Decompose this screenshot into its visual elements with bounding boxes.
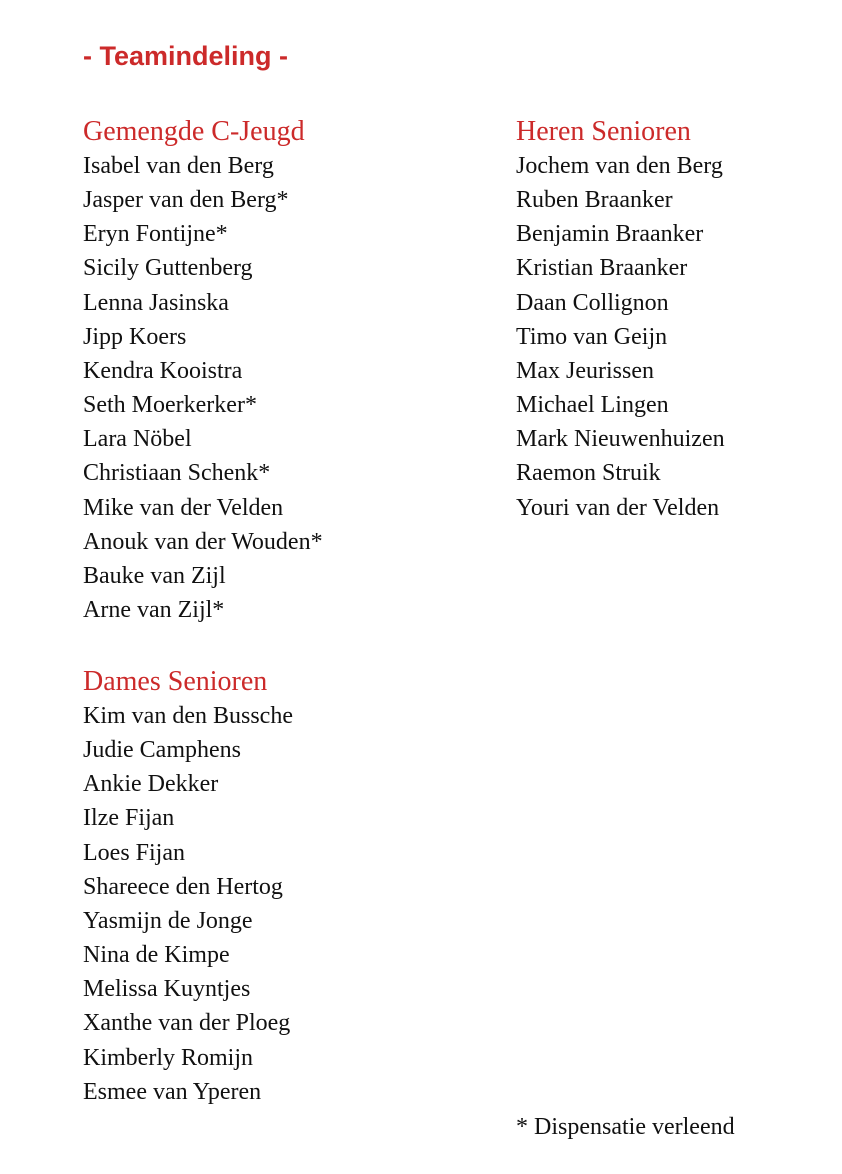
member-name: Sicily Guttenberg bbox=[83, 255, 253, 282]
member-name: Seth Moerkerker* bbox=[83, 392, 257, 419]
member-name: Mark Nieuwenhuizen bbox=[516, 426, 725, 453]
member-name: Kimberly Romijn bbox=[83, 1044, 253, 1071]
member-name: Max Jeurissen bbox=[516, 357, 654, 384]
member-name: Kendra Kooistra bbox=[83, 357, 243, 384]
member-name: Benjamin Braanker bbox=[516, 221, 704, 248]
team-section-gemengde-c-jeugd bbox=[83, 115, 503, 627]
member-name: Anouk van der Wouden* bbox=[83, 528, 323, 555]
member-name: Esmee van Yperen bbox=[83, 1078, 262, 1105]
member-name: Ilze Fijan bbox=[83, 805, 175, 832]
member-name: Jipp Koers bbox=[83, 323, 187, 350]
member-name: Lara Nöbel bbox=[83, 426, 192, 453]
member-name: Kristian Braanker bbox=[516, 255, 688, 282]
member-name: Melissa Kuyntjes bbox=[83, 976, 251, 1003]
member-name: Shareece den Hertog bbox=[83, 873, 283, 900]
member-name: Mike van der Velden bbox=[83, 494, 284, 521]
member-name: Timo van Geijn bbox=[516, 323, 668, 350]
team-section-heren-senioren bbox=[516, 115, 836, 525]
member-name: Kim van den Bussche bbox=[83, 703, 293, 729]
section-heading: Heren Senioren bbox=[516, 116, 691, 147]
footnote: * Dispensatie verleend bbox=[516, 1114, 735, 1140]
section-heading: Gemengde C-Jeugd bbox=[83, 116, 305, 147]
member-name: Bauke van Zijl bbox=[83, 562, 226, 589]
member-name: Ankie Dekker bbox=[83, 771, 219, 798]
member-name: Nina de Kimpe bbox=[83, 942, 230, 969]
member-list bbox=[516, 149, 836, 525]
member-name: Arne van Zijl* bbox=[83, 597, 225, 624]
member-list bbox=[83, 699, 503, 1109]
member-name: Christiaan Schenk* bbox=[83, 460, 271, 487]
member-name: Jasper van den Berg* bbox=[83, 187, 289, 214]
member-name: Lenna Jasinska bbox=[83, 289, 229, 316]
member-name: Jochem van den Berg bbox=[516, 153, 723, 179]
member-name: Loes Fijan bbox=[83, 839, 185, 866]
member-name: Daan Collignon bbox=[516, 289, 669, 316]
member-name: Isabel van den Berg bbox=[83, 153, 274, 179]
member-name: Ruben Braanker bbox=[516, 187, 673, 214]
member-name: Judie Camphens bbox=[83, 737, 241, 764]
member-name: Yasmijn de Jonge bbox=[83, 907, 253, 934]
member-name: Michael Lingen bbox=[516, 392, 669, 419]
team-section-dames-senioren bbox=[83, 665, 503, 1109]
member-name: Eryn Fontijne* bbox=[83, 221, 228, 248]
page-title: - Teamindeling - bbox=[83, 41, 289, 71]
member-name: Xanthe van der Ploeg bbox=[83, 1010, 291, 1037]
section-heading: Dames Senioren bbox=[83, 666, 268, 697]
member-list bbox=[83, 149, 503, 627]
member-name: Youri van der Velden bbox=[516, 494, 720, 521]
member-name: Raemon Struik bbox=[516, 460, 661, 487]
